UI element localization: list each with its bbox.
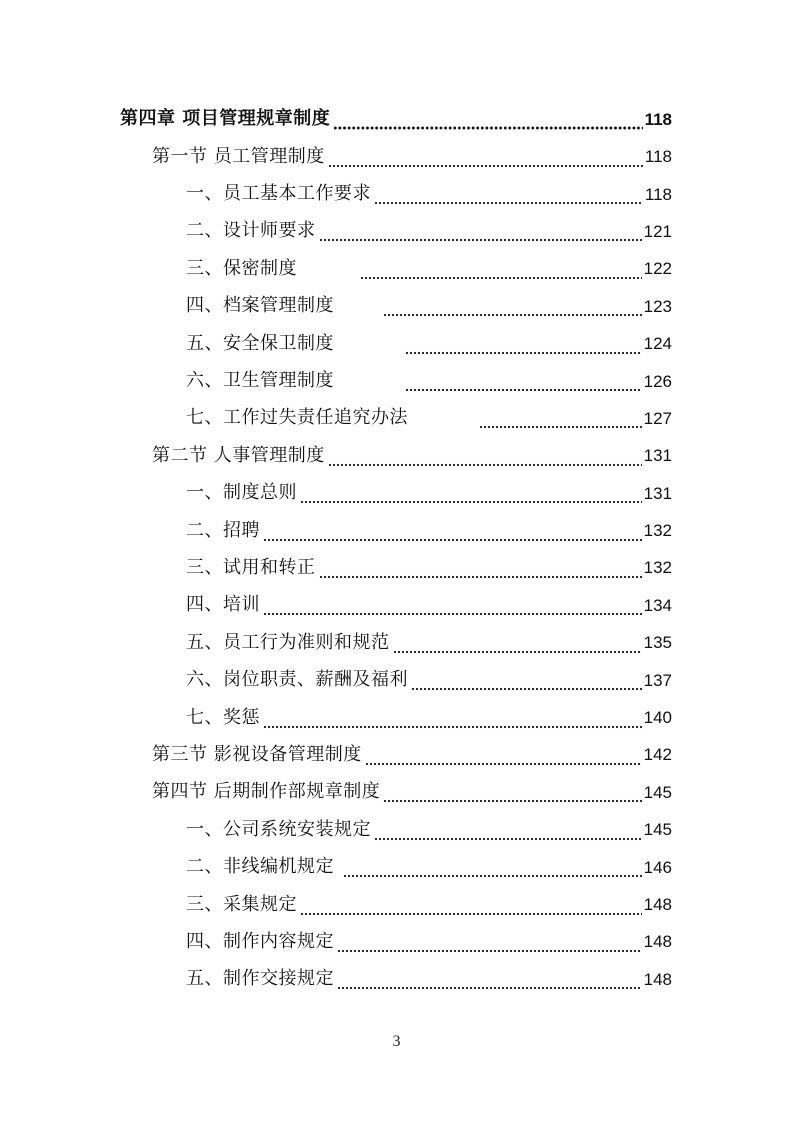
toc-entry-label: 二、非线编机规定 xyxy=(186,856,334,878)
toc-dot-leader xyxy=(300,898,642,916)
toc-item-entry[interactable] xyxy=(0,848,793,885)
toc-dot-leader xyxy=(360,262,642,280)
toc-dot-leader xyxy=(337,935,642,953)
toc-dot-leader xyxy=(328,449,642,467)
toc-page-number: 127 xyxy=(643,408,672,428)
toc-page-number: 121 xyxy=(643,221,672,241)
toc-dot-leader xyxy=(365,748,642,766)
toc-item-entry[interactable] xyxy=(0,362,793,399)
toc-page-number: 124 xyxy=(643,334,672,354)
toc-dot-leader xyxy=(411,673,642,691)
toc-entry-label: 第二节 人事管理制度 xyxy=(152,444,325,466)
toc-entry-label: 二、设计师要求 xyxy=(186,220,316,242)
toc-entry-label: 四、制作内容规定 xyxy=(186,930,334,952)
toc-entry-label: 第四章 项目管理规章制度 xyxy=(120,108,331,129)
toc-item-entry[interactable] xyxy=(0,587,793,624)
toc-item-entry[interactable] xyxy=(0,624,793,661)
toc-item-entry[interactable] xyxy=(0,699,793,736)
toc-chapter-entry[interactable] xyxy=(0,100,793,138)
toc-page-number: 131 xyxy=(643,446,672,466)
toc-item-entry[interactable] xyxy=(0,661,793,698)
toc-page-number: 145 xyxy=(643,820,672,840)
page-number: 3 xyxy=(392,1033,401,1050)
toc-dot-leader xyxy=(405,337,642,355)
toc-entry-label: 六、卫生管理制度 xyxy=(186,370,334,392)
toc-page-number: 122 xyxy=(643,259,672,279)
toc-dot-leader xyxy=(300,486,642,504)
toc-dot-leader xyxy=(333,112,642,130)
toc-entry-label: 三、保密制度 xyxy=(186,257,297,279)
toc-entry-label: 三、采集规定 xyxy=(186,893,297,915)
toc-entry-label: 七、工作过失责任追究办法 xyxy=(186,407,408,429)
toc-entry-label: 二、招聘 xyxy=(186,519,260,541)
toc-page-number: 148 xyxy=(643,895,672,914)
toc-entry-label: 一、公司系统安装规定 xyxy=(186,818,371,840)
toc-page-number: 126 xyxy=(643,371,672,391)
toc-page-number: 135 xyxy=(643,633,672,653)
toc-item-entry[interactable] xyxy=(0,213,793,250)
toc-entry-label: 七、奖惩 xyxy=(186,706,260,728)
toc-dot-leader xyxy=(319,224,642,242)
toc-item-entry[interactable] xyxy=(0,923,793,960)
toc-item-entry[interactable] xyxy=(0,886,793,923)
toc-dot-leader xyxy=(374,187,643,205)
toc-entry-label: 三、试用和转正 xyxy=(186,556,316,578)
toc-dot-leader xyxy=(479,411,642,429)
toc-page-number: 118 xyxy=(644,109,672,129)
toc-item-entry[interactable] xyxy=(0,811,793,848)
toc-dot-leader xyxy=(263,598,642,616)
toc-dot-leader xyxy=(374,823,642,841)
toc-dot-leader xyxy=(263,524,642,542)
toc-dot-leader xyxy=(405,374,642,392)
toc-entry-label: 五、员工行为准则和规范 xyxy=(186,631,390,653)
toc-dot-leader xyxy=(328,150,643,168)
toc-dot-leader xyxy=(393,636,642,654)
toc-entry-label: 五、制作交接规定 xyxy=(186,968,334,990)
toc-page-number: 118 xyxy=(644,147,672,167)
toc-page-number: 123 xyxy=(643,296,672,316)
toc-page-number: 148 xyxy=(643,969,672,989)
toc-item-entry[interactable] xyxy=(0,512,793,549)
toc-page-number: 145 xyxy=(643,782,672,802)
toc-page-number: 137 xyxy=(643,670,672,690)
table-of-contents xyxy=(0,100,793,998)
toc-dot-leader xyxy=(383,299,642,317)
toc-entry-label: 第四节 后期制作部规章制度 xyxy=(152,781,381,803)
toc-entry-label: 六、岗位职责、薪酬及福利 xyxy=(186,669,408,691)
toc-entry-label: 第一节 员工管理制度 xyxy=(152,145,325,167)
toc-item-entry[interactable] xyxy=(0,549,793,586)
toc-item-entry[interactable] xyxy=(0,288,793,325)
toc-dot-leader xyxy=(337,972,642,990)
toc-dot-leader xyxy=(263,711,642,729)
toc-section-entry[interactable] xyxy=(0,138,793,175)
toc-section-entry[interactable] xyxy=(0,774,793,811)
toc-item-entry[interactable] xyxy=(0,325,793,362)
toc-item-entry[interactable] xyxy=(0,475,793,512)
toc-entry-label: 一、员工基本工作要求 xyxy=(186,183,371,205)
toc-item-entry[interactable] xyxy=(0,961,793,998)
toc-page-number: 134 xyxy=(643,595,672,615)
toc-entry-label: 四、档案管理制度 xyxy=(186,295,334,317)
toc-entry-label: 四、培训 xyxy=(186,594,260,616)
toc-dot-leader xyxy=(343,860,642,878)
toc-item-entry[interactable] xyxy=(0,175,793,212)
toc-entry-label: 第三节 影视设备管理制度 xyxy=(152,743,362,765)
toc-section-entry[interactable] xyxy=(0,437,793,474)
toc-page-number: 148 xyxy=(643,932,672,952)
toc-page-number: 132 xyxy=(643,521,672,541)
toc-page-number: 132 xyxy=(643,558,672,578)
toc-entry-label: 五、安全保卫制度 xyxy=(186,332,334,354)
toc-item-entry[interactable] xyxy=(0,400,793,437)
toc-dot-leader xyxy=(383,785,641,803)
toc-item-entry[interactable] xyxy=(0,250,793,287)
toc-entry-label: 一、制度总则 xyxy=(186,482,297,504)
toc-page-number: 146 xyxy=(643,857,672,877)
toc-section-entry[interactable] xyxy=(0,736,793,773)
toc-page-number: 140 xyxy=(643,708,672,728)
toc-page-number: 142 xyxy=(643,745,672,765)
toc-page-number: 131 xyxy=(643,483,672,503)
toc-page-number: 118 xyxy=(644,184,672,204)
toc-dot-leader xyxy=(319,561,642,579)
